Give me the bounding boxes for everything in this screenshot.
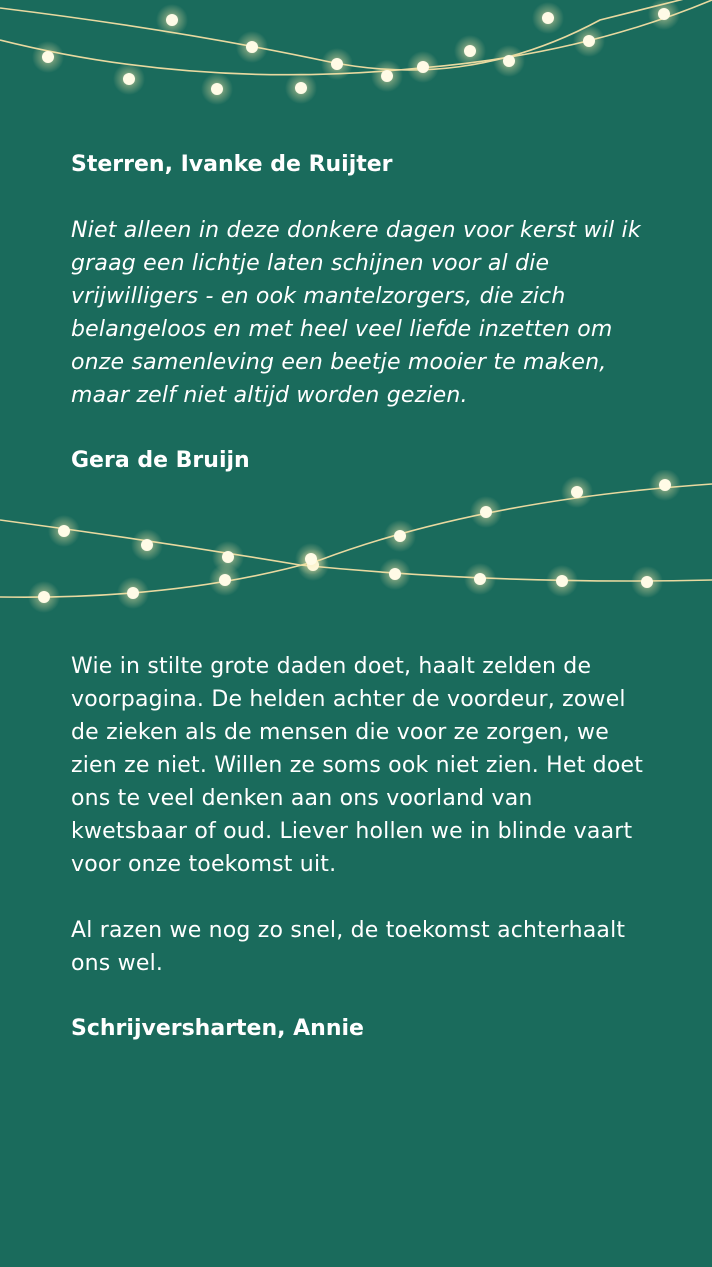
section-schrijversharten [71, 650, 651, 1044]
light-bulb [222, 551, 234, 563]
light-bulb [542, 12, 554, 24]
light-bulb [42, 51, 54, 63]
section-author: Schrijversharten, Annie [71, 1016, 364, 1041]
light-bulb [381, 70, 393, 82]
light-bulb [127, 587, 139, 599]
light-bulb [659, 479, 671, 491]
light-bulb [123, 73, 135, 85]
light-bulb [503, 55, 515, 67]
light-bulb [641, 576, 653, 588]
light-bulb [58, 525, 70, 537]
light-bulb [417, 61, 429, 73]
light-bulb [219, 574, 231, 586]
body-paragraph-2: Al razen we nog zo snel, de toekomst achterhaalt ons wel. [71, 918, 626, 976]
light-bulb [389, 568, 401, 580]
light-bulb [38, 591, 50, 603]
light-bulb [583, 35, 595, 47]
light-bulb [331, 58, 343, 70]
light-bulb [141, 539, 153, 551]
string-lights-middle [0, 470, 712, 615]
quote-author: Gera de Bruijn [71, 448, 250, 473]
light-bulb [305, 553, 317, 565]
light-bulb [658, 8, 670, 20]
light-bulb [474, 573, 486, 585]
light-bulb [166, 14, 178, 26]
light-bulb [464, 45, 476, 57]
light-bulb [246, 41, 258, 53]
string-lights-top [0, 0, 712, 110]
light-bulb [295, 82, 307, 94]
body-paragraph-1: Wie in stilte grote daden doet, haalt zelden de voorpagina. De helden achter de voordeur, zowel de zieken als de mensen die voor ze zorgen, we zien ze niet. Willen ze soms ook niet zien. Het doet ons te veel denken aan ons voorland van kwetsbaar of oud. Liever hollen we in blinde vaart voor onze toekomst uit. [71, 654, 644, 877]
quote-text: Niet alleen in deze donkere dagen voor kerst wil ik graag een lichtje laten schijnen voor al die vrijwilligers - en ook mantelzorgers, die zich belangeloos en met heel veel liefde inzetten om onze samenleving een beetje mooier te maken, maar zelf niet altijd worden gezien. [71, 218, 641, 408]
light-bulb [556, 575, 568, 587]
section-title: Sterren, Ivanke de Ruijter [71, 152, 393, 177]
light-bulb [394, 530, 406, 542]
light-bulb [480, 506, 492, 518]
light-bulb [571, 486, 583, 498]
light-bulb [211, 83, 223, 95]
section-sterren [71, 150, 651, 476]
